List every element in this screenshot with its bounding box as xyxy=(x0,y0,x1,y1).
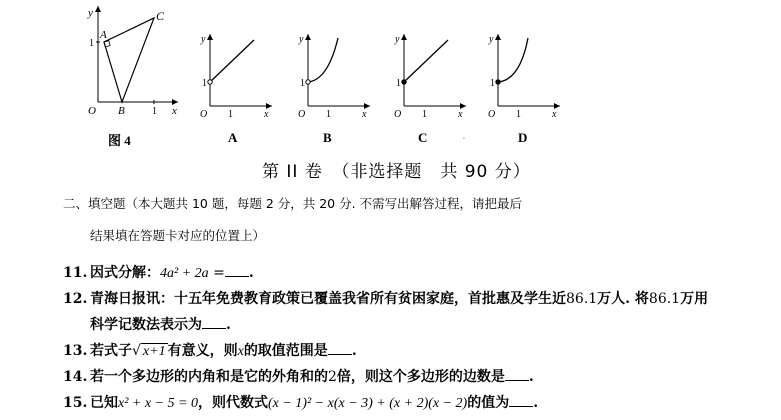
graph-d-caption: D xyxy=(518,130,528,145)
q13-end: . xyxy=(351,343,357,359)
graph-d-o: O xyxy=(488,109,496,120)
question-13 xyxy=(63,340,357,360)
graph-a-1: 1 xyxy=(202,78,207,89)
part-instructions: 二、填空题（本大题共 10 题，每题 2 分，共 20 分. 不需写出解答过程，请把最后 xyxy=(63,196,523,211)
sqrt-icon: √ xyxy=(132,343,141,359)
graph-b-o: O xyxy=(298,109,306,120)
graph-c-y: y xyxy=(395,34,400,45)
graph-d-1x: 1 xyxy=(516,109,521,120)
figure-4-triangle xyxy=(80,2,180,117)
q15-number: 15. xyxy=(63,395,88,411)
graph-c xyxy=(390,30,468,120)
graph-b-1: 1 xyxy=(300,78,305,89)
graph-a-o: O xyxy=(200,109,208,120)
fig4-label-y: y xyxy=(88,7,93,19)
q12-number: 12. xyxy=(63,291,88,307)
q11-answer-blank[interactable] xyxy=(225,264,249,277)
q15-math1: x² + x − 5 = 0 xyxy=(118,396,198,411)
q15-tail: 的值为 xyxy=(467,395,510,411)
q15-answer-blank[interactable] xyxy=(509,394,533,407)
graph-a xyxy=(196,30,274,120)
fig4-label-a: A xyxy=(100,29,107,41)
q15-end: . xyxy=(533,395,539,411)
q12-n2: 86.1 xyxy=(648,291,681,307)
graph-a-1x: 1 xyxy=(228,109,233,120)
graph-b-x: x xyxy=(362,109,367,120)
graph-c-1x: 1 xyxy=(422,109,427,120)
graph-a-caption: A xyxy=(228,130,238,145)
question-11 xyxy=(63,262,254,282)
graph-a-y: y xyxy=(201,34,206,45)
q13-var: x xyxy=(237,344,244,359)
q11-number: 11. xyxy=(63,265,88,281)
q14-tail: 倍，则这个多边形的边数是 xyxy=(336,369,505,385)
graph-b-1x: 1 xyxy=(326,109,331,120)
graph-d xyxy=(484,30,562,120)
q13-math: x+1 xyxy=(142,344,166,359)
q12-end: 万用 xyxy=(680,291,709,307)
q14-end: . xyxy=(528,369,534,385)
q11-end: . xyxy=(248,265,254,281)
question-14 xyxy=(63,366,534,386)
q14-text: 若一个多边形的内角和是它的外角和的 xyxy=(90,369,328,385)
question-15 xyxy=(63,392,538,412)
part-instructions-cont: 结果填在答题卡对应的位置上） xyxy=(90,228,266,243)
q11-text: 因式分解： xyxy=(90,265,160,281)
fig4-label-1y: 1 xyxy=(89,38,94,49)
q13-mid: 有意义，则 xyxy=(167,343,238,359)
q12-answer-blank[interactable] xyxy=(202,316,226,329)
q15-mid: ，则代数式 xyxy=(197,395,268,411)
q11-equals: = xyxy=(208,265,225,281)
q13-number: 13. xyxy=(63,343,88,359)
graph-c-1: 1 xyxy=(396,78,401,89)
graph-b xyxy=(294,30,372,120)
graph-c-caption: C xyxy=(418,130,428,145)
question-12 xyxy=(63,288,708,308)
fig4-label-o: O xyxy=(88,105,96,117)
q13-tail: 的取值范围是 xyxy=(243,343,328,359)
q13-text: 若式子 xyxy=(90,343,132,359)
q15-text: 已知 xyxy=(90,395,118,411)
graph-d-1: 1 xyxy=(490,78,495,89)
q12-cont-end: . xyxy=(226,317,231,333)
fig4-label-c: C xyxy=(156,9,165,23)
stray-dot: . xyxy=(462,128,466,142)
q14-number: 14. xyxy=(63,369,88,385)
q12-text: 青海日报讯：十五年免费教育政策已覆盖我省所有贫困家庭，首批惠及学生近 xyxy=(90,291,566,307)
fig4-label-b: B xyxy=(118,105,125,117)
fig4-caption: 图 4 xyxy=(108,133,131,148)
graph-b-caption: B xyxy=(323,130,332,145)
graph-d-y: y xyxy=(489,34,494,45)
q13-answer-blank[interactable] xyxy=(328,342,352,355)
graph-d-x: x xyxy=(552,109,557,120)
q11-math: 4a² + 2a xyxy=(160,266,209,281)
section-title: 第 II 卷 （非选择题 共 90 分） xyxy=(262,162,531,182)
question-12-cont xyxy=(90,314,231,334)
graph-c-o: O xyxy=(394,109,402,120)
q14-n: 2 xyxy=(328,369,337,385)
graph-a-x: x xyxy=(264,109,269,120)
fig4-label-1x: 1 xyxy=(152,106,157,117)
q14-answer-blank[interactable] xyxy=(505,368,529,381)
q12-n1: 86.1 xyxy=(566,291,598,307)
q15-math2: (x − 1)² − x(x − 3) + (x + 2)(x − 2) xyxy=(267,396,468,411)
graph-b-y: y xyxy=(299,34,304,45)
fig4-label-x: x xyxy=(172,105,177,117)
graph-c-x: x xyxy=(458,109,463,120)
q12-cont-text: 科学记数法表示为 xyxy=(90,317,202,333)
q12-mid: 万人. 将 xyxy=(597,291,649,307)
